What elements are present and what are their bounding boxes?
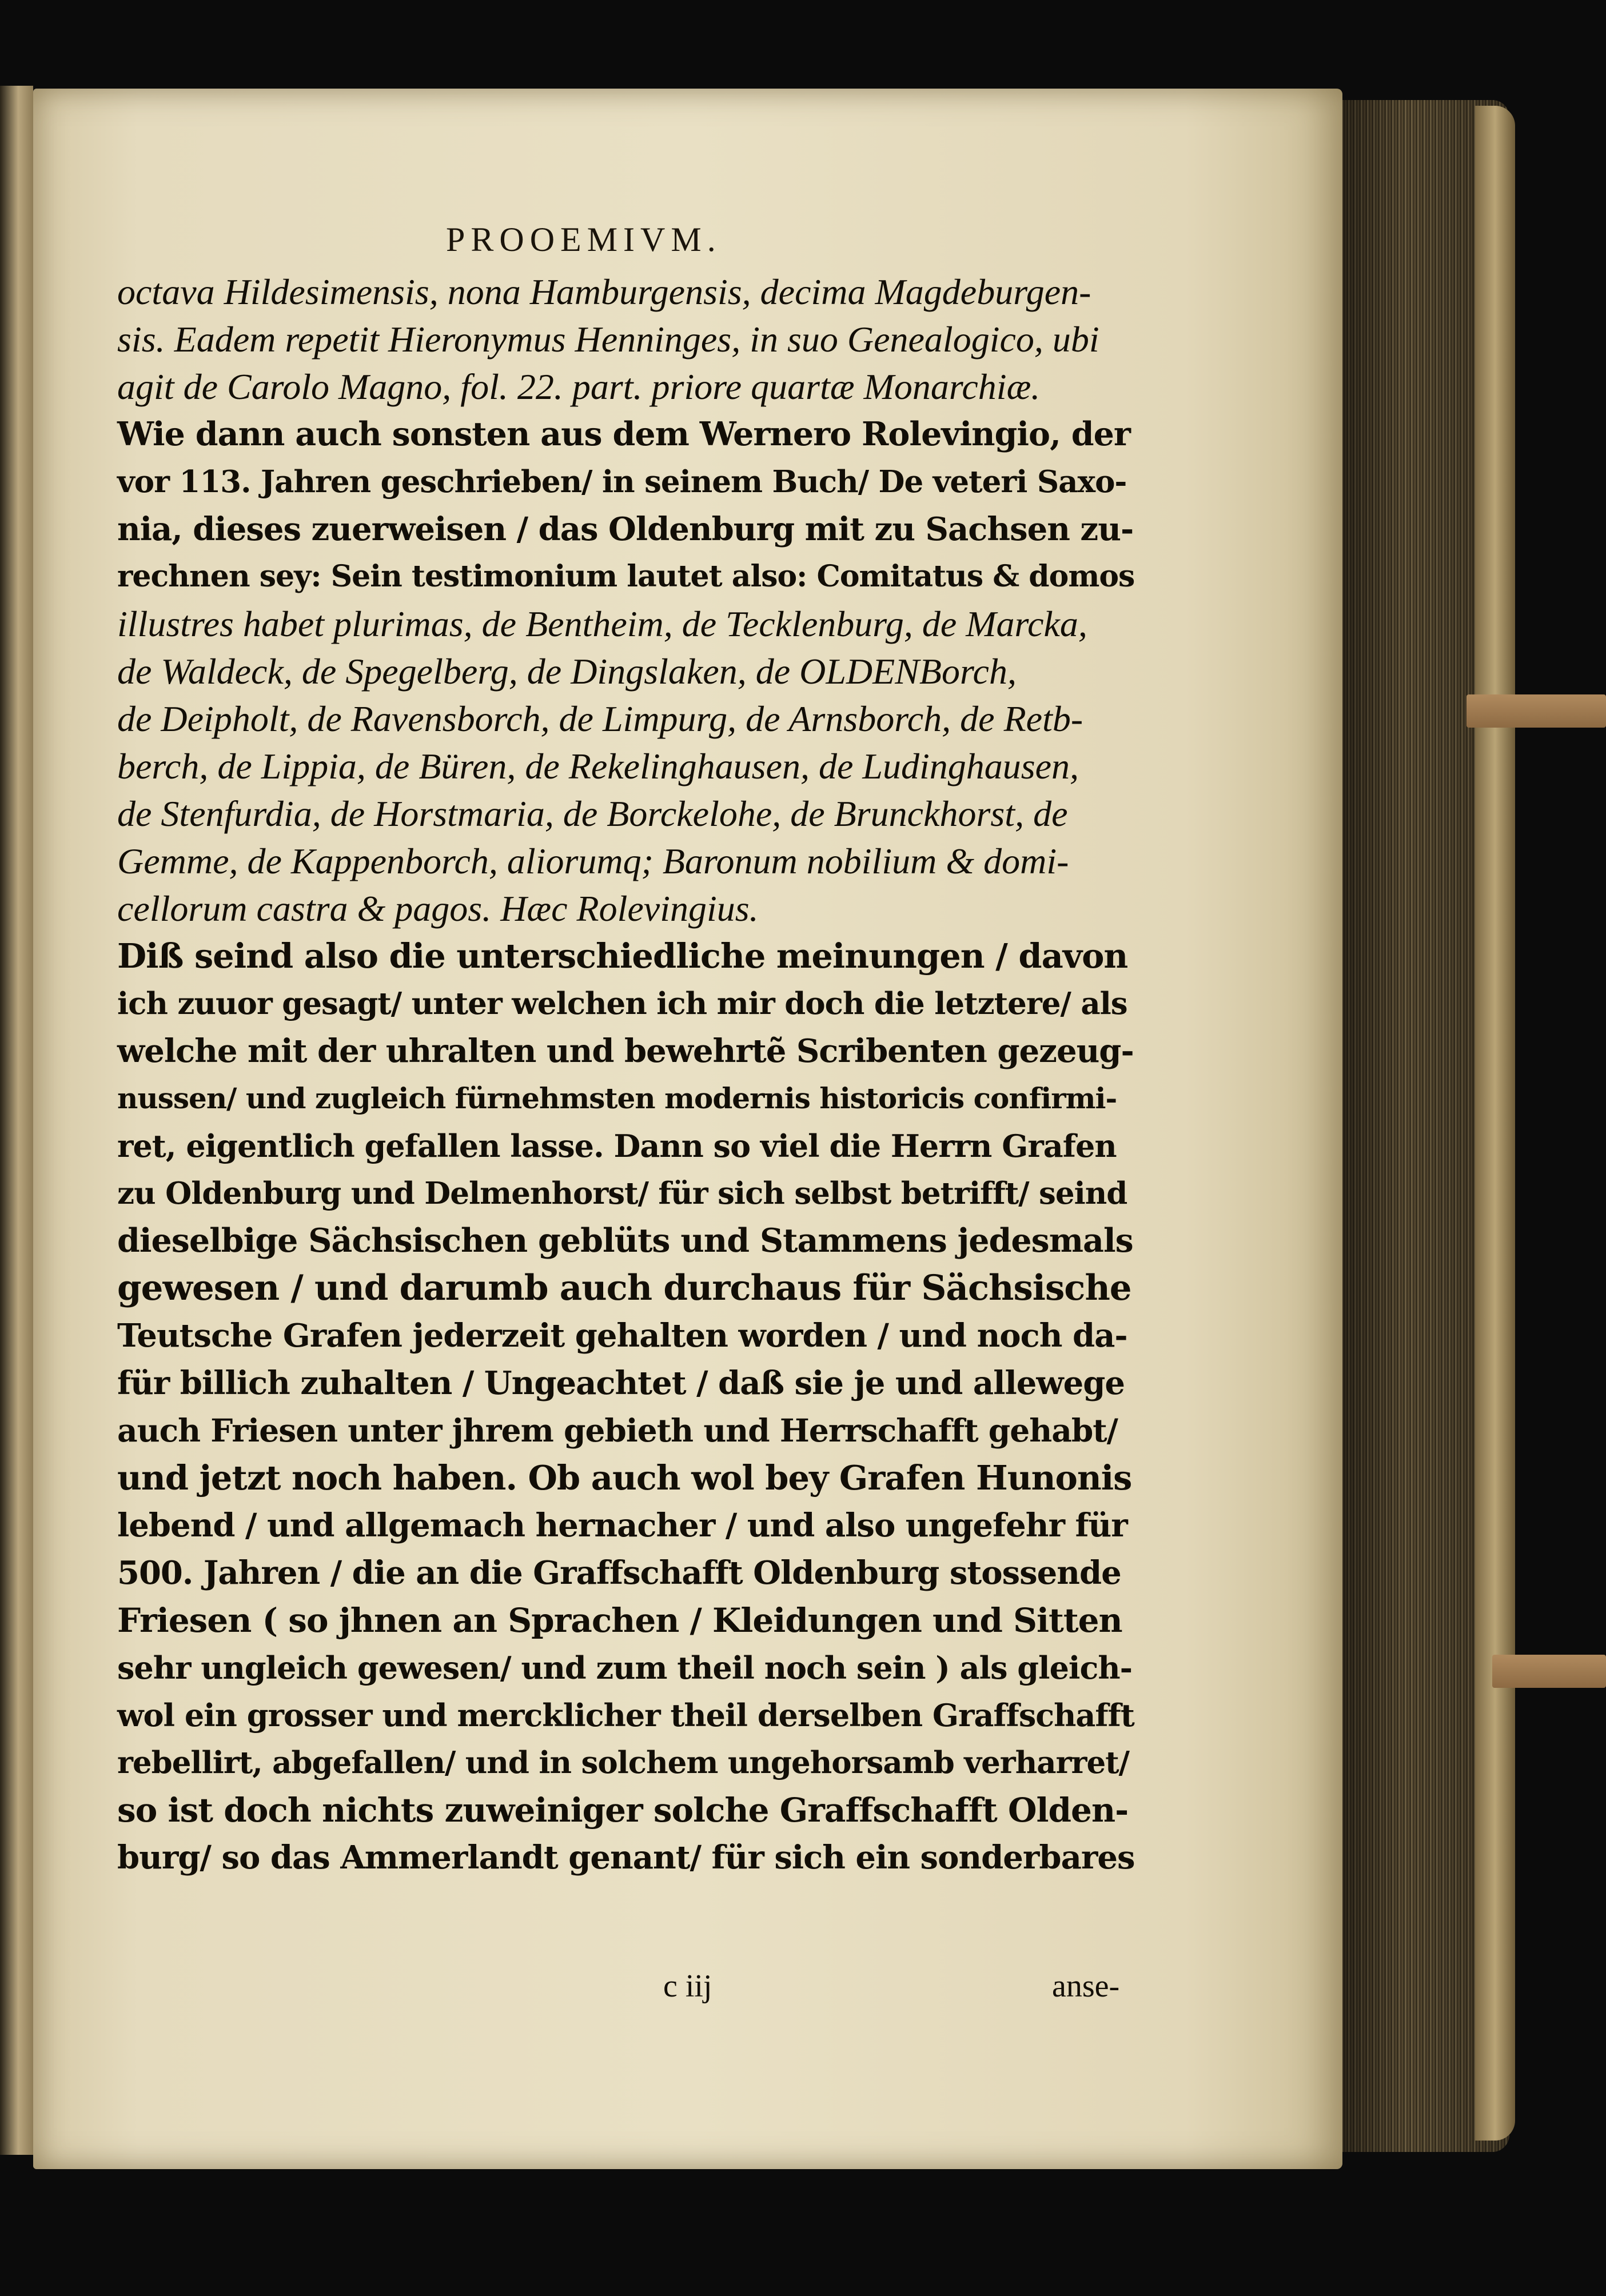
text-line: de Deipholt, de Ravensborch, de Limpurg, de Arnsborch, de Retb- (117, 698, 1083, 739)
text-line: agit de Carolo Magno, fol. 22. part. priore quartæ Monarchiæ. (117, 366, 1041, 407)
text-line: Teutsche Grafen jederzeit gehalten worden / und noch da- (117, 1317, 1127, 1355)
text-line: berch, de Lippia, de Büren, de Rekelinghausen, de Ludinghausen, (117, 746, 1079, 786)
text-line: burg/ so das Ammerlandt genant/ für sich ein sonderbares (117, 1839, 1135, 1876)
text-line: für billich zuhalten / Ungeachtet / daß sie je und allewege (117, 1364, 1125, 1402)
text-line: und jetzt noch haben. Ob auch wol bey Grafen Hunonis (117, 1458, 1132, 1498)
text-line: ich zuuor gesagt/ unter welchen ich mir doch die letztere/ als (117, 986, 1127, 1021)
text-line: nia, dieses zuerweisen / das Oldenburg mit zu Sachsen zu- (117, 510, 1134, 548)
text-line: ret, eigentlich gefallen lasse. Dann so viel die Herrn Grafen (117, 1128, 1117, 1164)
text-line: rebellirt, abgefallen/ und in solchem ungehorsamb verharret/ (117, 1745, 1130, 1780)
text-line: dieselbige Sächsischen geblüts und Stammens jedesmals (117, 1221, 1133, 1260)
running-head: PROOEMIVM. (446, 221, 722, 258)
text-line: illustres habet plurimas, de Bentheim, de Tecklenburg, de Marcka, (117, 604, 1087, 644)
ribbon-strap-upper (1466, 694, 1606, 728)
text-line: Gemme, de Kappenborch, aliorumq; Baronum nobilium & domi- (117, 841, 1069, 881)
text-line: lebend / und allgemach hernacher / und also ungefehr für (117, 1507, 1127, 1544)
text-line: octava Hildesimensis, nona Hamburgensis, decima Magdeburgen- (117, 271, 1091, 312)
text-line: welche mit der uhralten und bewehrtẽ Scribenten gezeug- (117, 1032, 1134, 1070)
text-line: Diß seind also die unterschiedliche meinungen / davon (117, 936, 1128, 976)
text-line: cellorum castra & pagos. Hæc Rolevingius. (117, 888, 759, 929)
text-line: wol ein grosser und mercklicher theil derselben Graffschafft (117, 1697, 1134, 1734)
catchword: anse- (1052, 1968, 1120, 2004)
ribbon-strap-lower (1492, 1655, 1606, 1688)
text-line: de Waldeck, de Spegelberg, de Dingslaken, de OLDENBorch, (117, 651, 1017, 692)
text-line: Wie dann auch sonsten aus dem Wernero Rolevingio, der (117, 415, 1130, 453)
text-line: rechnen sey: Sein testimonium lautet also: Comitatus & domos (117, 559, 1135, 594)
signature-mark: c iij (663, 1968, 712, 2004)
left-page-edge (0, 86, 33, 2155)
text-line: de Stenfurdia, de Horstmaria, de Borckelohe, de Brunckhorst, de (117, 793, 1068, 834)
text-line: vor 113. Jahren geschrieben/ in seinem Buch/ De veteri Saxo- (117, 464, 1127, 500)
text-line: 500. Jahren / die an die Graffschafft Oldenburg stossende (117, 1554, 1121, 1592)
text-line: zu Oldenburg und Delmenhorst/ für sich selbst betrifft/ seind (117, 1176, 1127, 1211)
text-line: auch Friesen unter jhrem gebieth und Herrschafft gehabt/ (117, 1412, 1118, 1449)
text-line: nussen/ und zugleich fürnehmsten modernis historicis confirmi- (117, 1081, 1117, 1115)
text-line: Friesen ( so jhnen an Sprachen / Kleidungen und Sitten (117, 1601, 1122, 1640)
text-line: sehr ungleich gewesen/ und zum theil noch sein ) als gleich- (117, 1650, 1132, 1686)
text-line: gewesen / und darumb auch durchaus für Sächsische (117, 1268, 1131, 1308)
text-line: sis. Eadem repetit Hieronymus Henninges, in suo Genealogico, ubi (117, 319, 1099, 360)
text-line: so ist doch nichts zuweiniger solche Graffschafft Olden- (117, 1791, 1129, 1830)
cover-edge (1475, 106, 1515, 2141)
